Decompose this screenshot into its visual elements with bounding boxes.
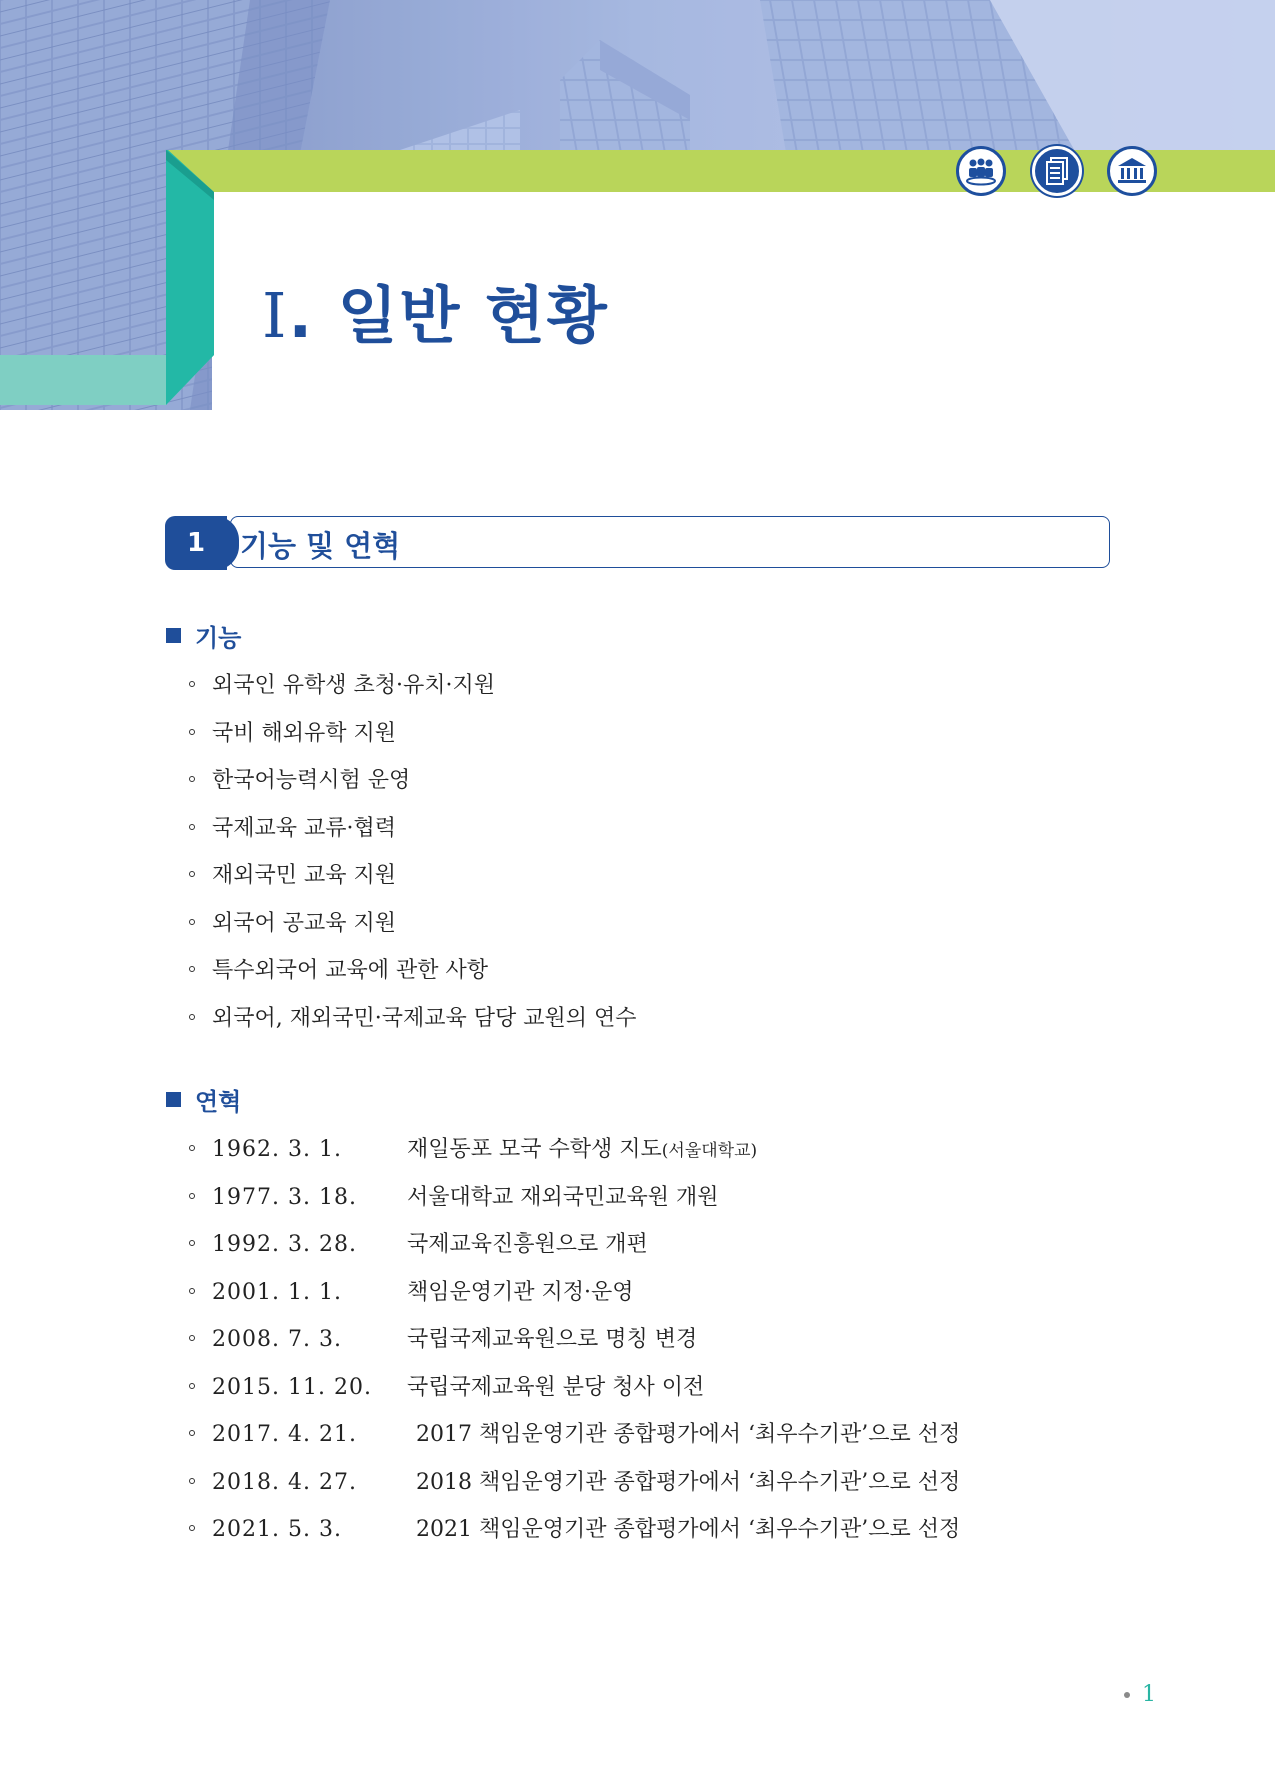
list-item: [186, 710, 637, 758]
chapter-roman-numeral: Ⅰ: [262, 279, 289, 352]
circle-bullet-icon: [189, 681, 195, 687]
circle-bullet-icon: [189, 919, 195, 925]
list-item-text: 국제교육 교류·협력: [212, 815, 397, 841]
history-event: 2018 책임운영기관 종합평가에서 ‘최우수기관’으로 선정: [416, 1469, 961, 1495]
history-item: [186, 1411, 960, 1459]
list-item-text: 재외국민 교육 지원: [212, 863, 397, 888]
circle-bullet-icon: [189, 1478, 195, 1484]
section-number: 1: [186, 528, 206, 558]
history-event: 국립국제교육원으로 명칭 변경: [407, 1327, 698, 1352]
history-date: 2008. 7. 3.: [212, 1327, 342, 1352]
circle-bullet-icon: [189, 824, 195, 830]
functions-heading-text: 기능: [195, 624, 242, 652]
history-event: 재일동포 모국 수학생 지도: [407, 1137, 662, 1162]
circle-bullet-icon: [189, 1193, 195, 1199]
header-banner: [0, 0, 1275, 410]
list-item-text: 외국인 유학생 초청·유치·지원: [212, 673, 495, 698]
circle-bullet-icon: [189, 1145, 195, 1151]
circle-bullet-icon: [189, 871, 195, 877]
functions-list: [186, 662, 637, 1042]
history-date: 1962. 3. 1.: [212, 1137, 342, 1162]
history-item: [186, 1506, 960, 1554]
list-item: [186, 995, 637, 1043]
history-date: 1977. 3. 18.: [212, 1184, 357, 1210]
history-event: 국립국제교육원 분당 청사 이전: [407, 1374, 705, 1400]
chapter-title-text: . 일반 현황: [288, 279, 609, 352]
chapter-title: [262, 266, 609, 355]
history-date: 2017. 4. 21.: [212, 1422, 357, 1447]
teal-corner-tab: [0, 150, 214, 405]
list-item: [186, 900, 637, 948]
history-item: [186, 1126, 960, 1174]
square-bullet-icon: [166, 628, 181, 643]
circle-bullet-icon: [189, 729, 195, 735]
list-item: [186, 947, 637, 995]
history-date: 2001. 1. 1.: [212, 1279, 342, 1305]
history-note: (서울대학교): [661, 1141, 758, 1161]
page-dot-icon: [1124, 1692, 1130, 1698]
list-item-text: 한국어능력시험 운영: [212, 768, 411, 793]
history-event: 국제교육진흥원으로 개편: [407, 1232, 648, 1257]
circle-bullet-icon: [189, 1430, 195, 1436]
list-item-text: 외국어, 재외국민·국제교육 담당 교원의 연수: [212, 1005, 637, 1031]
document-icon: [1032, 146, 1082, 196]
history-event: 2021 책임운영기관 종합평가에서 ‘최우수기관’으로 선정: [416, 1517, 961, 1542]
people-group-icon: [956, 146, 1006, 196]
history-date: 2021. 5. 3.: [212, 1517, 342, 1542]
history-date: 1992. 3. 28.: [212, 1232, 357, 1257]
circle-bullet-icon: [189, 1383, 195, 1389]
history-heading: [166, 1082, 241, 1117]
history-item: [186, 1269, 960, 1317]
history-event: 서울대학교 재외국민교육원 개원: [407, 1184, 719, 1210]
history-item: [186, 1221, 960, 1269]
section-number-badge: [165, 516, 227, 570]
section-title: 기능 및 연혁: [240, 529, 401, 563]
list-item: [186, 662, 637, 710]
history-list: [186, 1126, 960, 1554]
circle-bullet-icon: [189, 1240, 195, 1246]
list-item-text: 외국어 공교육 지원: [212, 910, 397, 936]
page-number-text: 1: [1142, 1682, 1156, 1707]
list-item: [186, 757, 637, 805]
history-heading-text: 연혁: [195, 1088, 242, 1116]
history-event: 2017 책임운영기관 종합평가에서 ‘최우수기관’으로 선정: [416, 1422, 961, 1447]
history-item: [186, 1364, 960, 1412]
circle-bullet-icon: [189, 1288, 195, 1294]
circle-bullet-icon: [189, 776, 195, 782]
circle-bullet-icon: [189, 966, 195, 972]
circle-bullet-icon: [189, 1335, 195, 1341]
circle-bullet-icon: [189, 1525, 195, 1531]
history-item: [186, 1459, 960, 1507]
history-event: 책임운영기관 지정·운영: [407, 1279, 634, 1305]
history-item: [186, 1316, 960, 1364]
functions-heading: [166, 618, 241, 653]
circle-bullet-icon: [189, 1014, 195, 1020]
list-item: [186, 805, 637, 853]
list-item-text: 국비 해외유학 지원: [212, 720, 397, 746]
history-date: 2018. 4. 27.: [212, 1469, 357, 1495]
square-bullet-icon: [166, 1092, 181, 1107]
page-number: [1124, 1682, 1156, 1707]
institution-building-icon: [1107, 146, 1157, 196]
list-item: [186, 852, 637, 900]
list-item-text: 특수외국어 교육에 관한 사항: [212, 958, 489, 983]
history-date: 2015. 11. 20.: [212, 1374, 372, 1400]
history-item: [186, 1174, 960, 1222]
